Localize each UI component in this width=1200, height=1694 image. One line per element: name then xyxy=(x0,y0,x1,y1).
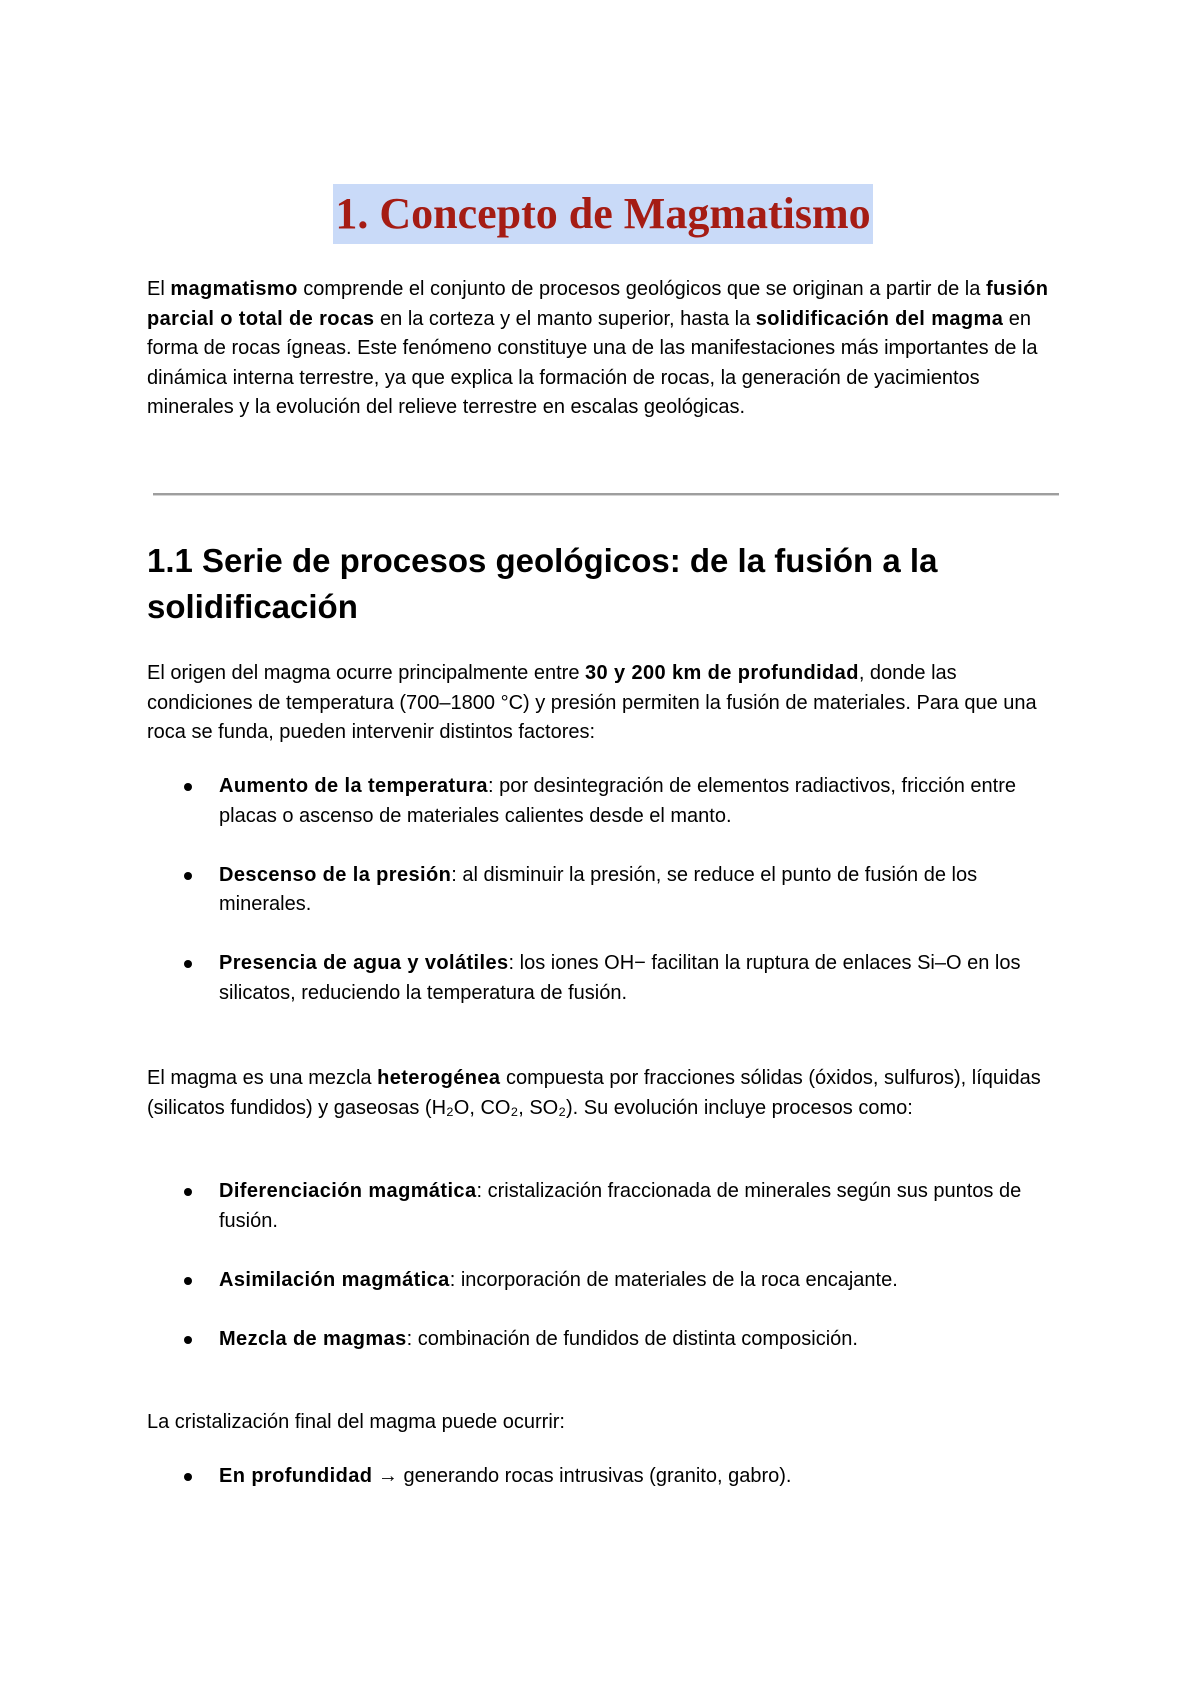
bullet-icon xyxy=(184,960,192,968)
origin-paragraph xyxy=(147,659,1059,748)
section-heading: 1.1 Serie de procesos geológicos: de la fusión a la solidificación xyxy=(147,542,938,625)
processes-list xyxy=(147,1177,1059,1354)
list-item-term: Mezcla de magmas xyxy=(219,1327,407,1350)
document-page xyxy=(147,0,1059,1694)
list-item-term: Presencia de agua y volátiles xyxy=(219,952,509,974)
list-item xyxy=(147,861,1059,920)
list-item-text: : los iones OH− facilitan la ruptura de enlaces Si–O en los silicatos, reduciendo la temperatura de fusión. xyxy=(219,952,1021,1004)
paragraph-text: El origen del magma ocurre principalmente entre xyxy=(147,662,585,684)
intro-text: en forma de rocas ígneas. Este fenómeno constituye una de las manifestaciones más importantes de la dinámica interna terrestre, ya que explica la formación de rocas, la generación de yacimientos minerales y la evolución del relieve terrestre en escalas geológicas. xyxy=(147,307,1038,418)
intro-bold-term: solidificación del magma xyxy=(755,307,1004,330)
paragraph-bold-term: 30 y 200 km de profundidad xyxy=(585,662,859,684)
intro-text: comprende el conjunto de procesos geológicos que se originan a partir de la xyxy=(297,278,986,300)
paragraph-text: , donde las condiciones de temperatura (700–1800 °C) y presión permiten la fusión de materiales. Para que una roca se funda, pueden intervenir distintos factores: xyxy=(147,662,1037,743)
list-item-term: En profundidad xyxy=(219,1465,373,1487)
title-container xyxy=(147,184,1059,244)
list-item xyxy=(147,1462,1059,1492)
intro-bold-term: fusión parcial o total de rocas xyxy=(147,278,1049,330)
intro-paragraph xyxy=(147,275,1059,423)
factors-list xyxy=(147,772,1059,1008)
composition-paragraph xyxy=(147,1064,1059,1123)
crystallization-paragraph: La cristalización final del magma puede ocurrir: xyxy=(147,1411,565,1433)
horizontal-divider xyxy=(153,493,1059,496)
list-item-term: Aumento de la temperatura xyxy=(219,775,488,797)
crystallization-list xyxy=(147,1462,1059,1492)
list-item-term: Asimilación magmática xyxy=(219,1268,450,1291)
list-item-text: : por desintegración de elementos radiactivos, fricción entre placas o ascenso de materiales calientes desde el manto. xyxy=(219,775,1017,827)
bullet-icon xyxy=(184,1188,192,1196)
list-item-term: Descenso de la presión xyxy=(219,863,452,886)
list-item-text: : cristalización fraccionada de minerales según sus puntos de fusión. xyxy=(219,1180,1022,1232)
list-item xyxy=(147,1266,1059,1296)
paragraph-text: compuesta por fracciones sólidas (óxidos, sulfuros), líquidas (silicatos fundidos) y gaseosas (H₂O, CO₂, SO₂). Su evolución incluye procesos como: xyxy=(147,1067,1041,1119)
bullet-icon xyxy=(184,1336,192,1344)
intro-bold-term: magmatismo xyxy=(170,278,298,300)
document-title: 1. Concepto de Magmatismo xyxy=(333,184,872,244)
list-item xyxy=(147,1177,1059,1236)
intro-text: en la corteza y el manto superior, hasta la xyxy=(374,307,756,330)
intro-text: El xyxy=(147,278,171,300)
list-item-term: Diferenciación magmática xyxy=(219,1180,477,1202)
bullet-icon xyxy=(184,872,192,880)
list-item-text: : combinación de fundidos de distinta composición. xyxy=(406,1327,858,1350)
list-item xyxy=(147,1325,1059,1355)
bullet-icon xyxy=(184,783,192,791)
paragraph-text: El magma es una mezcla xyxy=(147,1067,378,1089)
paragraph-bold-term: heterogénea xyxy=(377,1067,501,1089)
list-item-text: : incorporación de materiales de la roca encajante. xyxy=(449,1268,898,1291)
list-item xyxy=(147,949,1059,1008)
bullet-icon xyxy=(184,1277,192,1285)
bullet-icon xyxy=(184,1473,192,1481)
list-item xyxy=(147,772,1059,831)
list-item-text: : al disminuir la presión, se reduce el punto de fusión de los minerales. xyxy=(219,863,978,915)
list-item-text: → generando rocas intrusivas (granito, gabro). xyxy=(372,1465,792,1487)
